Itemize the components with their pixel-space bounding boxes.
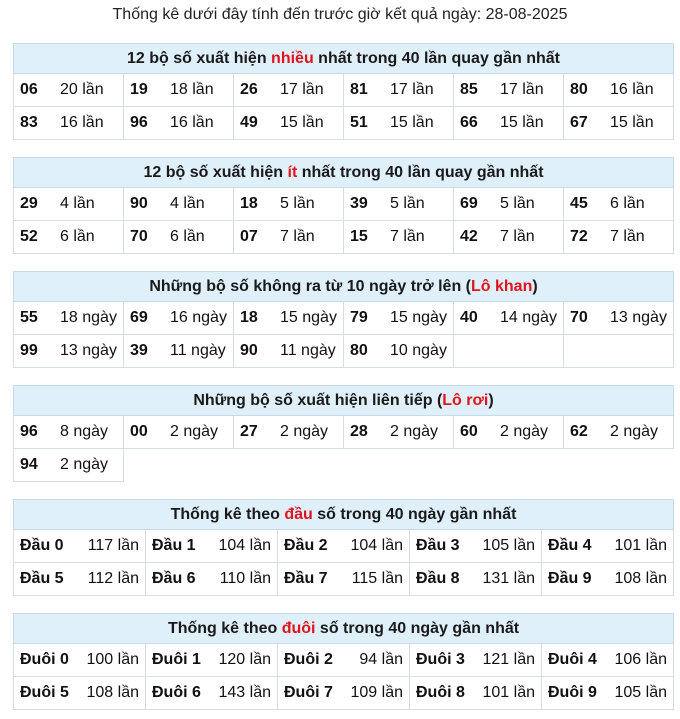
stat-cell: 42 7 lần (454, 221, 564, 254)
stat-cell: Đầu 0 117 lần (14, 530, 146, 563)
table-row (14, 677, 674, 710)
stat-cell: 39 5 lần (344, 188, 454, 221)
stat-cell: 15 7 lần (344, 221, 454, 254)
stat-cell: 90 4 lần (124, 188, 234, 221)
stat-cell: 72 7 lần (564, 221, 674, 254)
stat-cell: 70 13 ngày (564, 302, 674, 335)
stat-cell: Đuôi 0 100 lần (14, 644, 146, 677)
stat-cell: 52 6 lần (14, 221, 124, 254)
stat-cell: 60 2 ngày (454, 416, 564, 449)
stat-cell: Đầu 8 131 lần (410, 563, 542, 596)
table-row (14, 563, 674, 596)
lo-khan-table (13, 271, 674, 368)
stat-cell: 96 8 ngày (14, 416, 124, 449)
table-row (14, 416, 674, 449)
table-row (14, 644, 674, 677)
empty-cell (124, 449, 674, 482)
stat-cell: Đuôi 9 105 lần (542, 677, 674, 710)
empty-cell (454, 335, 564, 368)
stat-cell: 07 7 lần (234, 221, 344, 254)
stat-cell: 28 2 ngày (344, 416, 454, 449)
table-row (14, 221, 674, 254)
stat-cell: 40 14 ngày (454, 302, 564, 335)
table-row (14, 107, 674, 140)
least-frequent-table (13, 157, 674, 254)
stat-cell: 67 15 lần (564, 107, 674, 140)
stat-cell: 55 18 ngày (14, 302, 124, 335)
stat-cell: Đầu 6 110 lần (146, 563, 278, 596)
stat-cell: Đầu 1 104 lần (146, 530, 278, 563)
table-row (14, 530, 674, 563)
stat-cell: Đuôi 3 121 lần (410, 644, 542, 677)
table-title: Những bộ số không ra từ 10 ngày trở lên (Lô khan) (14, 272, 674, 302)
stat-cell: 70 6 lần (124, 221, 234, 254)
most-frequent-table (13, 43, 674, 140)
table-title: Thống kê theo đầu số trong 40 ngày gần nhất (14, 500, 674, 530)
stat-cell: Đầu 3 105 lần (410, 530, 542, 563)
table-title: 12 bộ số xuất hiện nhiều nhất trong 40 lần quay gần nhất (14, 44, 674, 74)
dau-stats-table (13, 499, 674, 596)
table-row (14, 188, 674, 221)
stat-cell: 80 16 lần (564, 74, 674, 107)
stat-cell: 66 15 lần (454, 107, 564, 140)
stat-cell: 79 15 ngày (344, 302, 454, 335)
stat-cell: 81 17 lần (344, 74, 454, 107)
table-title: Những bộ số xuất hiện liên tiếp (Lô rơi) (14, 386, 674, 416)
empty-cell (564, 335, 674, 368)
stat-cell: Đuôi 7 109 lần (278, 677, 410, 710)
stat-cell: Đuôi 1 120 lần (146, 644, 278, 677)
stat-cell: 29 4 lần (14, 188, 124, 221)
stat-cell: Đuôi 2 94 lần (278, 644, 410, 677)
table-title: Thống kê theo đuôi số trong 40 ngày gần nhất (14, 614, 674, 644)
stat-cell: 27 2 ngày (234, 416, 344, 449)
stat-cell: 39 11 ngày (124, 335, 234, 368)
stat-cell: 94 2 ngày (14, 449, 124, 482)
stat-cell: 18 5 lần (234, 188, 344, 221)
stat-cell: 06 20 lần (14, 74, 124, 107)
stat-cell: 51 15 lần (344, 107, 454, 140)
table-row (14, 74, 674, 107)
stat-cell: 80 10 ngày (344, 335, 454, 368)
stat-cell: Đuôi 5 108 lần (14, 677, 146, 710)
lo-roi-table (13, 385, 674, 482)
stat-cell: Đầu 9 108 lần (542, 563, 674, 596)
stat-cell: Đuôi 8 101 lần (410, 677, 542, 710)
stat-cell: 69 5 lần (454, 188, 564, 221)
stat-cell: 19 18 lần (124, 74, 234, 107)
table-row (14, 302, 674, 335)
duoi-stats-table (13, 613, 674, 710)
table-row (14, 335, 674, 368)
stat-cell: 49 15 lần (234, 107, 344, 140)
stat-cell: 18 15 ngày (234, 302, 344, 335)
table-title: 12 bộ số xuất hiện ít nhất trong 40 lần quay gần nhất (14, 158, 674, 188)
table-row (14, 449, 674, 482)
stat-cell: 90 11 ngày (234, 335, 344, 368)
stat-cell: 62 2 ngày (564, 416, 674, 449)
stat-cell: 00 2 ngày (124, 416, 234, 449)
stat-cell: Đầu 7 115 lần (278, 563, 410, 596)
stat-cell: Đầu 2 104 lần (278, 530, 410, 563)
stat-cell: 96 16 lần (124, 107, 234, 140)
stat-cell: 45 6 lần (564, 188, 674, 221)
header-note: Thống kê dưới đây tính đến trước giờ kết quả ngày: 28-08-2025 (112, 6, 568, 23)
stat-cell: 69 16 ngày (124, 302, 234, 335)
stat-cell: 83 16 lần (14, 107, 124, 140)
stat-cell: Đuôi 6 143 lần (146, 677, 278, 710)
stat-cell: Đầu 5 112 lần (14, 563, 146, 596)
stat-cell: Đuôi 4 106 lần (542, 644, 674, 677)
stat-cell: 85 17 lần (454, 74, 564, 107)
stat-cell: Đầu 4 101 lần (542, 530, 674, 563)
stat-cell: 26 17 lần (234, 74, 344, 107)
stat-cell: 99 13 ngày (14, 335, 124, 368)
